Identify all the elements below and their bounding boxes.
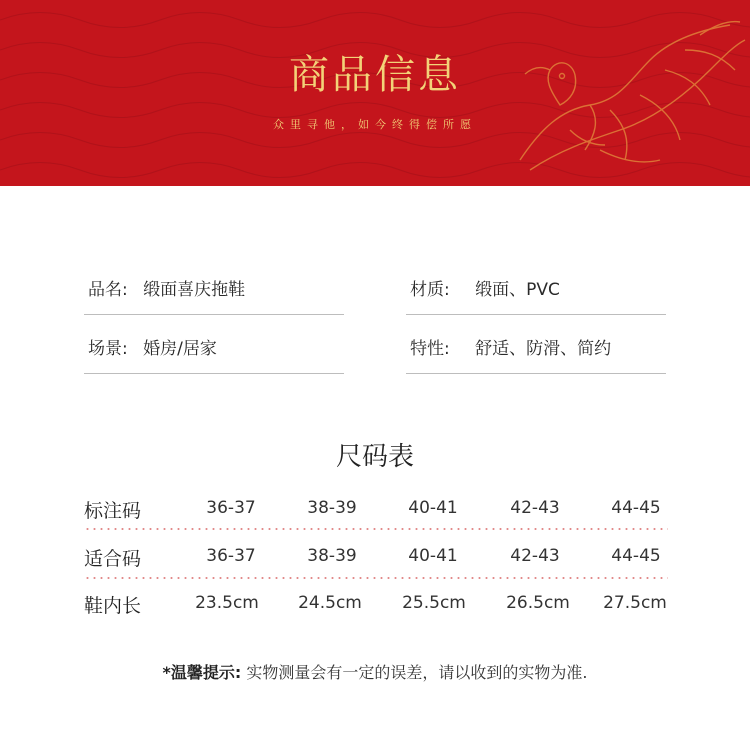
name-label: 品名: — [88, 280, 128, 300]
size-cell: 40-41 — [408, 546, 458, 566]
divider — [84, 373, 344, 374]
size-cell: 38-39 — [307, 498, 357, 518]
size-cell: 40-41 — [408, 498, 458, 518]
size-table-title: 尺码表 — [335, 442, 414, 472]
size-cell: 38-39 — [307, 546, 357, 566]
size-row-marked — [84, 496, 668, 526]
feature-label: 特性: — [410, 339, 450, 359]
size-cell: 44-45 — [611, 546, 661, 566]
page-subtitle: 众里寻他，如今终得偿所愿 — [273, 118, 477, 131]
divider — [84, 314, 344, 315]
row-label: 鞋内长 — [84, 595, 142, 617]
size-row-fit — [84, 544, 668, 574]
size-cell: 27.5cm — [603, 593, 667, 613]
size-cell: 44-45 — [611, 498, 661, 518]
name-value: 缎面喜庆拖鞋 — [143, 280, 246, 300]
size-cell: 24.5cm — [298, 593, 362, 613]
info-feature — [410, 334, 611, 359]
size-cell: 36-37 — [206, 498, 256, 518]
dotted-divider — [84, 528, 668, 530]
scene-value: 婚房/居家 — [143, 339, 217, 359]
tip-note — [0, 660, 750, 683]
size-cell: 23.5cm — [195, 593, 259, 613]
size-row-length — [84, 591, 668, 621]
divider — [406, 314, 666, 315]
dotted-divider — [84, 577, 668, 579]
tip-prefix: *温馨提示: — [162, 663, 242, 682]
page-title: 商品信息 — [289, 52, 461, 98]
divider — [406, 373, 666, 374]
scene-label: 场景: — [88, 339, 128, 359]
info-name — [88, 275, 245, 300]
size-cell: 42-43 — [510, 546, 560, 566]
info-material — [410, 275, 560, 300]
info-scene — [88, 334, 217, 359]
size-cell: 26.5cm — [506, 593, 570, 613]
row-label: 适合码 — [84, 548, 142, 570]
header-banner — [0, 0, 750, 186]
row-label: 标注码 — [84, 500, 142, 522]
size-cell: 25.5cm — [402, 593, 466, 613]
tip-text: 实物测量会有一定的误差，请以收到的实物为准. — [246, 663, 588, 682]
material-label: 材质: — [410, 280, 450, 300]
size-cell: 42-43 — [510, 498, 560, 518]
feature-value: 舒适、防滑、简约 — [475, 339, 612, 359]
material-value: 缎面、PVC — [475, 280, 560, 300]
size-cell: 36-37 — [206, 546, 256, 566]
